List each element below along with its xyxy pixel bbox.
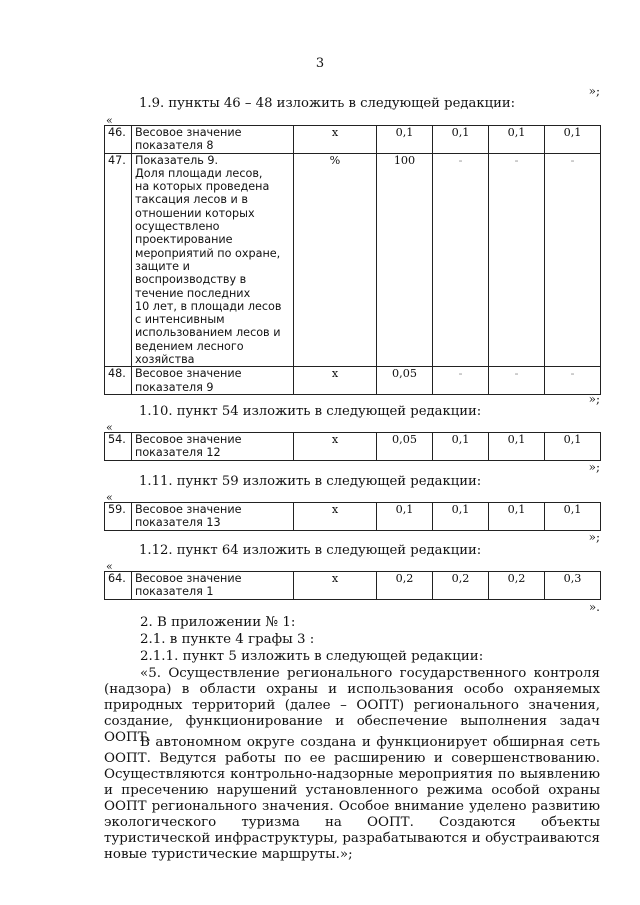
value-cell: - bbox=[489, 153, 545, 367]
indicator-name-line: течение последних bbox=[135, 286, 251, 300]
value-cell: 0,1 bbox=[433, 433, 489, 461]
indicator-name-line: использованием лесов и bbox=[135, 326, 281, 340]
value-cell: 0,3 bbox=[545, 572, 601, 600]
indicator-name-line: защите и bbox=[135, 259, 190, 273]
table-1-12 bbox=[104, 571, 601, 600]
section-heading-1-10: 1.10. пункт 54 изложить в следующей редакции: bbox=[139, 404, 482, 419]
indicator-name bbox=[132, 503, 294, 531]
row-number: 59. bbox=[105, 503, 132, 531]
indicator-name-line: проектирование bbox=[135, 233, 233, 247]
value-cell: 0,05 bbox=[377, 367, 433, 395]
value-cell: 0,1 bbox=[433, 126, 489, 154]
value-cell: - bbox=[489, 367, 545, 395]
closing-quote: »; bbox=[588, 84, 600, 98]
table-row bbox=[105, 367, 601, 395]
indicator-name bbox=[132, 433, 294, 461]
table-row bbox=[105, 572, 601, 600]
section-heading-1-12: 1.12. пункт 64 изложить в следующей редакции: bbox=[139, 543, 482, 558]
paragraph-2-1-1: 2.1.1. пункт 5 изложить в следующей редакции: bbox=[140, 649, 484, 664]
indicator-name-line: Весовое значение bbox=[135, 367, 242, 381]
closing-quote: »; bbox=[588, 392, 600, 406]
value-cell: 0,2 bbox=[489, 572, 545, 600]
value-cell: 0,1 bbox=[377, 126, 433, 154]
table-row bbox=[105, 126, 601, 154]
paragraph-closing: В автономном округе создана и функционирует обширная сеть ООПТ. Ведутся работы по ее расширению и совершенствованию. Осуществляются контрольно-надзорные мероприятия по выявлению и пресечению нарушений установленного режима особой охраны ООПТ регионального значения. Особое внимание уделено развитию экологического туризма на ООПТ. Создаются объекты туристической инфраструктуры, разрабатываются и обустраиваются новые туристические маршруты.»; bbox=[104, 735, 600, 862]
indicator-name-line: показателя 12 bbox=[135, 446, 221, 460]
indicator-name bbox=[132, 572, 294, 600]
row-number: 47. bbox=[105, 153, 132, 367]
indicator-name-line: хозяйства bbox=[135, 353, 195, 367]
indicator-name-line: таксация лесов и в bbox=[135, 193, 248, 207]
indicator-name-line: мероприятий по охране, bbox=[135, 246, 281, 260]
indicator-name-line: Весовое значение bbox=[135, 572, 242, 585]
row-number: 46. bbox=[105, 126, 132, 154]
value-cell: 0,2 bbox=[377, 572, 433, 600]
opening-quote: « bbox=[106, 421, 113, 434]
row-number: 54. bbox=[105, 433, 132, 461]
value-cell: 0,05 bbox=[377, 433, 433, 461]
value-cell: 0,1 bbox=[433, 503, 489, 531]
table-1-9 bbox=[104, 125, 601, 395]
value-cell: - bbox=[545, 153, 601, 367]
indicator-name-line: на которых проведена bbox=[135, 180, 270, 194]
indicator-name bbox=[132, 153, 294, 367]
indicator-name-line: Весовое значение bbox=[135, 126, 242, 139]
indicator-name-line: показателя 8 bbox=[135, 139, 214, 153]
value-cell: 0,1 bbox=[489, 433, 545, 461]
indicator-name-line: показателя 1 bbox=[135, 585, 214, 599]
unit-cell: х bbox=[294, 572, 377, 600]
table-row bbox=[105, 503, 601, 531]
closing-quote: »; bbox=[588, 460, 600, 474]
page-number: 3 bbox=[315, 56, 325, 71]
paragraph-2-1: 2.1. в пункте 4 графы 3 : bbox=[140, 632, 315, 647]
unit-cell: х bbox=[294, 503, 377, 531]
row-number: 48. bbox=[105, 367, 132, 395]
value-cell: 0,1 bbox=[489, 126, 545, 154]
indicator-name-line: ведением лесного bbox=[135, 339, 244, 353]
value-cell: - bbox=[433, 367, 489, 395]
value-cell: 0,1 bbox=[545, 503, 601, 531]
indicator-name-line: показателя 9 bbox=[135, 380, 214, 394]
indicator-name-line: Доля площади лесов, bbox=[135, 166, 263, 180]
unit-cell: х bbox=[294, 433, 377, 461]
section-heading-1-11: 1.11. пункт 59 изложить в следующей редакции: bbox=[139, 474, 482, 489]
value-cell: 0,1 bbox=[545, 126, 601, 154]
paragraph-item-5: «5. Осуществление регионального государственного контроля (надзора) в области охраны и использования особо охраняемых природных территорий (далее – ООПТ) регионального значения, создание, функционирование и обеспечение выполнения задач ООПТ. bbox=[104, 666, 600, 745]
table-row bbox=[105, 153, 601, 367]
indicator-name-line: Весовое значение bbox=[135, 433, 242, 446]
indicator-name-line: 10 лет, в площади лесов bbox=[135, 299, 282, 313]
row-number: 64. bbox=[105, 572, 132, 600]
closing-quote: »; bbox=[588, 530, 600, 544]
unit-cell: х bbox=[294, 126, 377, 154]
opening-quote: « bbox=[106, 491, 113, 504]
section-heading-1-9: 1.9. пункты 46 – 48 изложить в следующей редакции: bbox=[139, 96, 516, 111]
table-1-10 bbox=[104, 432, 601, 461]
value-cell: 0,1 bbox=[489, 503, 545, 531]
value-cell: - bbox=[433, 153, 489, 367]
indicator-name bbox=[132, 126, 294, 154]
unit-cell: х bbox=[294, 367, 377, 395]
value-cell: 0,2 bbox=[433, 572, 489, 600]
unit-cell: % bbox=[294, 153, 377, 367]
paragraph-2: 2. В приложении № 1: bbox=[140, 615, 296, 630]
opening-quote: « bbox=[106, 560, 113, 573]
value-cell: 0,1 bbox=[377, 503, 433, 531]
indicator-name-line: с интенсивным bbox=[135, 313, 225, 327]
indicator-name-line: Показатель 9. bbox=[135, 153, 219, 167]
value-cell: 100 bbox=[377, 153, 433, 367]
indicator-name bbox=[132, 367, 294, 395]
value-cell: - bbox=[545, 367, 601, 395]
table-1-11 bbox=[104, 502, 601, 531]
table-row bbox=[105, 433, 601, 461]
value-cell: 0,1 bbox=[545, 433, 601, 461]
indicator-name-line: осуществлено bbox=[135, 220, 220, 234]
opening-quote: « bbox=[106, 114, 113, 127]
indicator-name-line: отношении которых bbox=[135, 206, 255, 220]
indicator-name-line: Весовое значение bbox=[135, 503, 242, 516]
indicator-name-line: показателя 13 bbox=[135, 516, 221, 530]
closing-quote-end: ». bbox=[588, 600, 600, 614]
indicator-name-line: воспроизводству в bbox=[135, 273, 247, 287]
